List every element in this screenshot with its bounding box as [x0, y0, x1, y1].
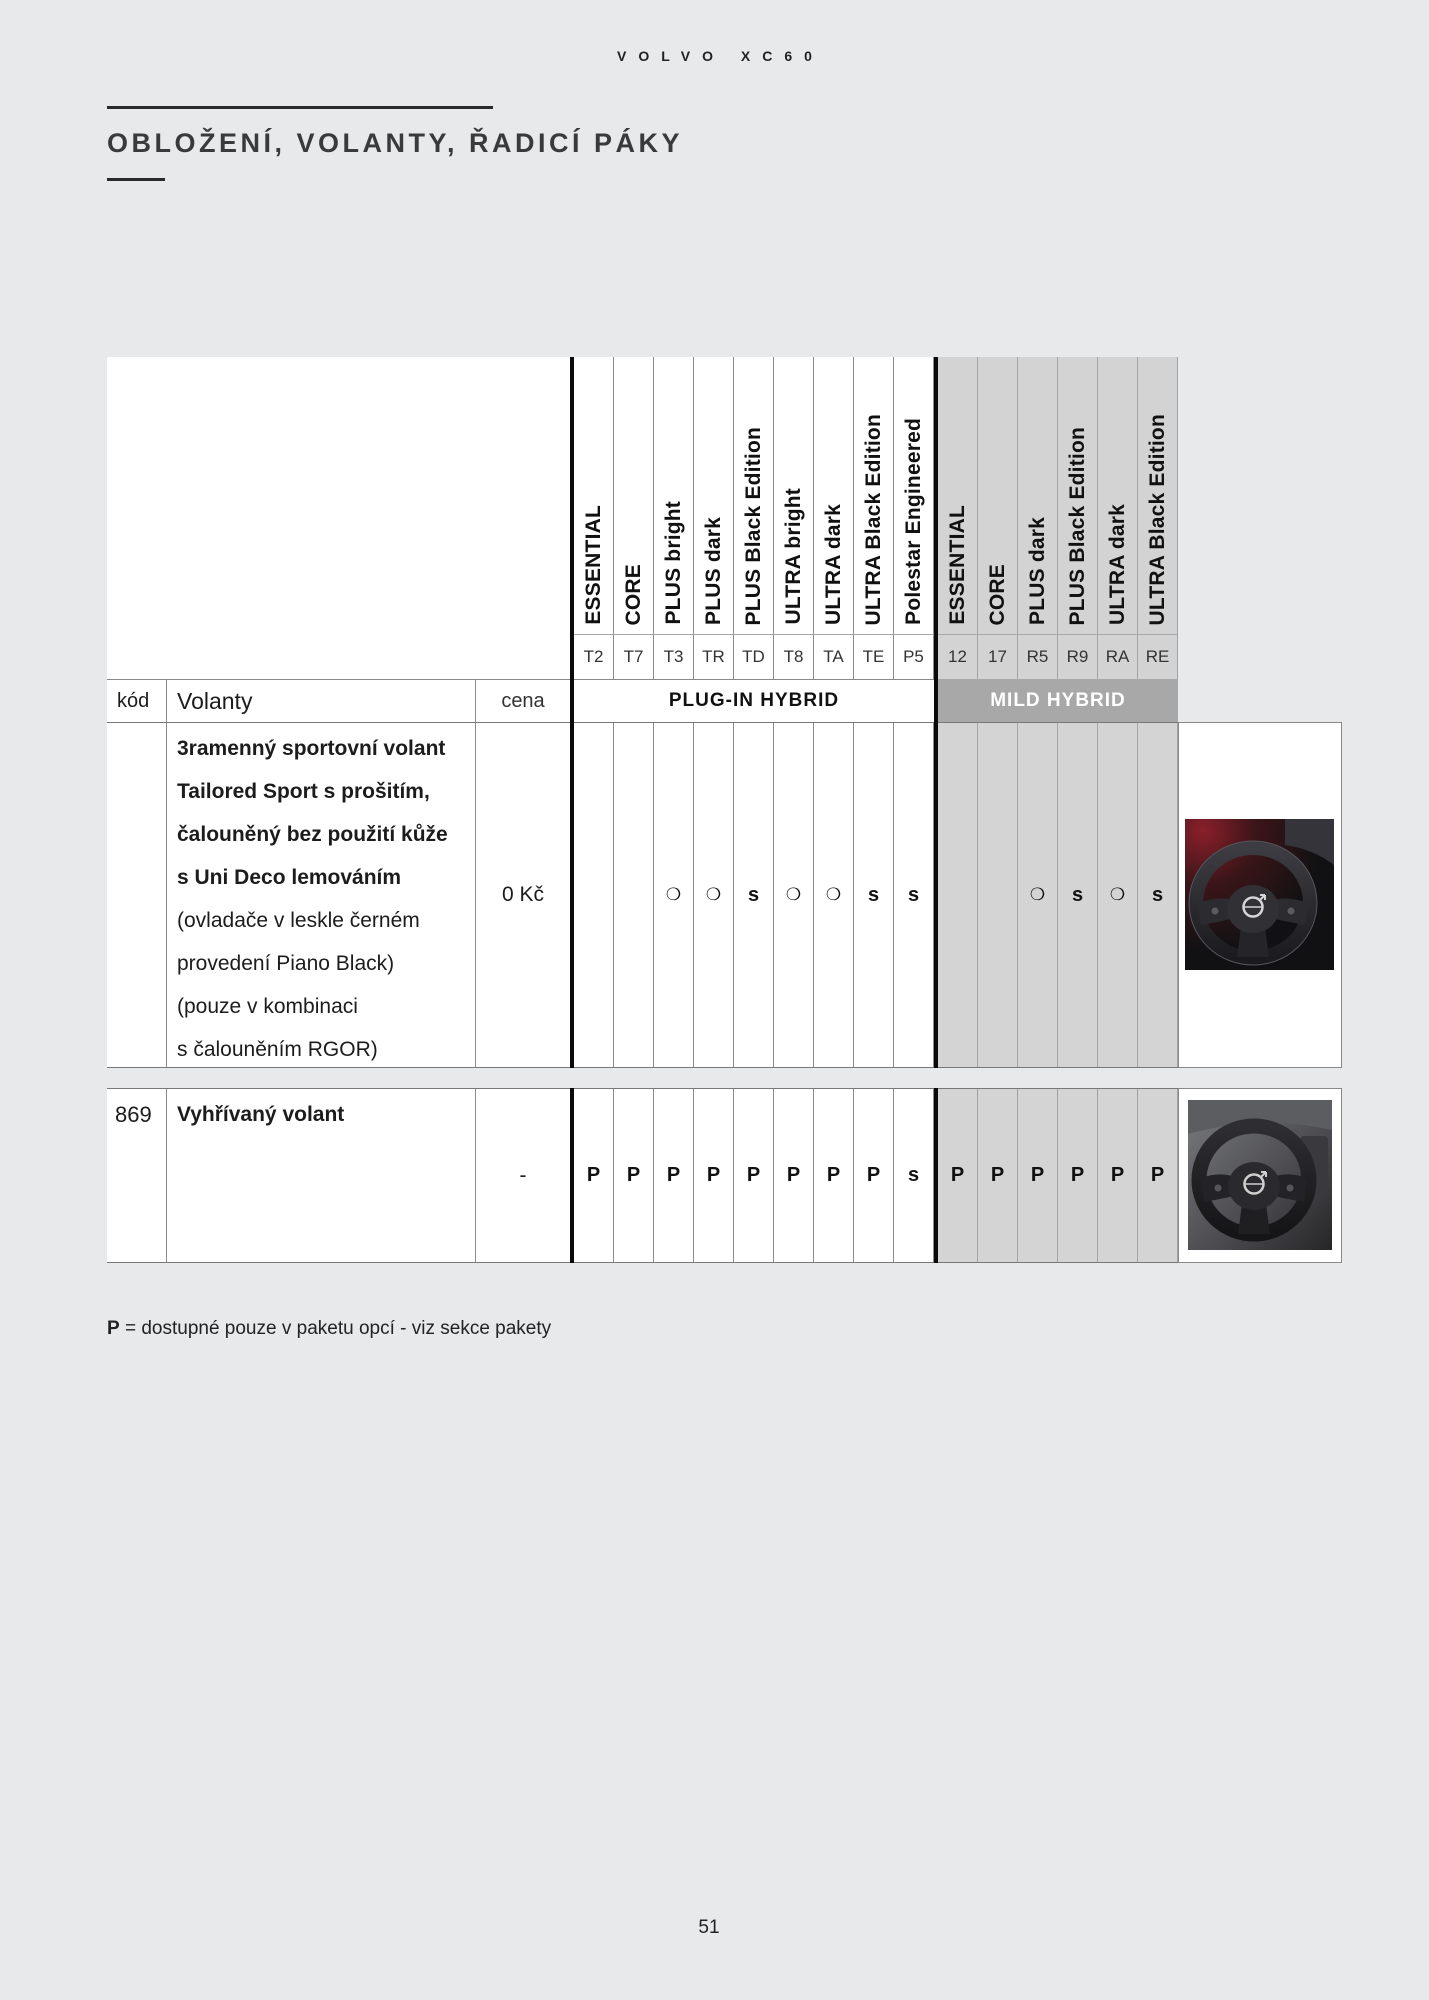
legend-text: = dostupné pouze v paketu opcí - viz sekce pakety	[124, 1318, 552, 1339]
phev-group-separator	[570, 1088, 574, 1263]
availability-cell-tr: P	[694, 1089, 734, 1262]
trim-code-ta: TA	[814, 635, 854, 679]
trim-code-t8: T8	[774, 635, 814, 679]
trim-label: PLUS dark	[1025, 517, 1049, 625]
trim-label: ULTRA Black Edition	[1145, 413, 1169, 625]
mhev-trim-header-plus-black-edition	[1058, 357, 1098, 635]
phev-availability-row	[574, 722, 934, 1068]
phev-trim-header-polestar-engineered	[894, 357, 934, 635]
right-control-button	[1287, 1185, 1294, 1192]
availability-cell-17: P	[978, 1089, 1018, 1262]
option-title-line: 3ramenný sportovní volant	[177, 737, 446, 760]
trim-code-r9: R9	[1058, 635, 1098, 679]
trim-label: ESSENTIAL	[581, 505, 605, 625]
availability-cell-17	[978, 723, 1018, 1067]
mhev-availability-row	[938, 722, 1178, 1068]
mhev-group-separator	[934, 1088, 938, 1263]
wheel-hub	[1228, 1162, 1280, 1210]
trim-label: PLUS bright	[661, 501, 685, 625]
option-note-line: s čalouněním RGOR)	[177, 1038, 378, 1061]
availability-cell-td: P	[734, 1089, 774, 1262]
trim-code-r5: R5	[1018, 635, 1058, 679]
row-code: 869	[107, 1089, 167, 1262]
table-header-blank	[107, 357, 570, 679]
availability-cell-t2: P	[574, 1089, 614, 1262]
phev-trim-header-core	[614, 357, 654, 635]
trim-label: ESSENTIAL	[945, 505, 969, 625]
trim-label: ULTRA dark	[1105, 503, 1129, 625]
availability-cell-t7	[614, 723, 654, 1067]
trim-label: Polestar Engineered	[901, 418, 925, 625]
availability-cell-re: P	[1138, 1089, 1178, 1262]
option-title-line: Tailored Sport s prošitím,	[177, 780, 430, 803]
option-description	[167, 723, 476, 1067]
availability-cell-r5: ❍	[1018, 723, 1058, 1067]
title-top-rule	[107, 106, 493, 109]
trim-label: ULTRA Black Edition	[861, 413, 885, 625]
brand-header: VOLVO XC60	[617, 48, 824, 64]
availability-cell-t8: ❍	[774, 723, 814, 1067]
availability-cell-te: P	[854, 1089, 894, 1262]
option-note-line: (ovladače v leskle černém	[177, 909, 420, 932]
phev-group-separator	[570, 357, 574, 1068]
availability-cell-t7: P	[614, 1089, 654, 1262]
trim-label: PLUS Black Edition	[1065, 426, 1089, 625]
right-control-button	[1288, 908, 1295, 915]
trim-label: ULTRA dark	[821, 503, 845, 625]
option-title-line: čalouněný bez použití kůže	[177, 823, 448, 846]
trim-label: PLUS dark	[701, 517, 725, 625]
option-title-line: Vyhřívaný volant	[167, 1089, 476, 1262]
trim-code-p5: P5	[894, 635, 934, 679]
trim-label: ULTRA bright	[781, 488, 805, 625]
option-title-line: s Uni Deco lemováním	[177, 866, 402, 889]
availability-cell-ra: ❍	[1098, 723, 1138, 1067]
option-price: -	[519, 1163, 527, 1187]
availability-cell-td: s	[734, 723, 774, 1067]
phev-trim-header-plus-black-edition	[734, 357, 774, 635]
column-header-section: Volanty	[167, 680, 476, 722]
wheel-hub	[1227, 885, 1279, 933]
trim-code-ra: RA	[1098, 635, 1138, 679]
availability-cell-r9: s	[1058, 723, 1098, 1067]
trim-code-17: 17	[978, 635, 1018, 679]
page-number: 51	[698, 1917, 720, 1938]
availability-cell-p5: s	[894, 723, 934, 1067]
sport-steering-wheel-image	[1185, 819, 1334, 970]
phev-trim-header-ultra-black-edition	[854, 357, 894, 635]
trim-code-t2: T2	[574, 635, 614, 679]
column-header-code: kód	[107, 680, 167, 722]
trim-label: CORE	[621, 563, 645, 625]
mhev-group-separator	[934, 357, 938, 1068]
option-note-line: (pouze v kombinaci	[177, 995, 358, 1018]
option-image-cell	[1178, 722, 1342, 1068]
group-label-plug-in-hybrid: PLUG-IN HYBRID	[574, 679, 934, 722]
trim-code-re: RE	[1138, 635, 1178, 679]
title-underline	[107, 178, 165, 181]
trim-code-t3: T3	[654, 635, 694, 679]
trim-code-12: 12	[938, 635, 978, 679]
availability-cell-t2	[574, 723, 614, 1067]
mhev-trim-header-ultra-black-edition	[1138, 357, 1178, 635]
phev-availability-row	[574, 1088, 934, 1263]
trim-label: PLUS Black Edition	[741, 426, 765, 625]
availability-cell-r5: P	[1018, 1089, 1058, 1262]
availability-cell-tr: ❍	[694, 723, 734, 1067]
trim-label: CORE	[985, 563, 1009, 625]
left-control-button	[1215, 1185, 1222, 1192]
trim-code-t7: T7	[614, 635, 654, 679]
table-row	[107, 722, 570, 1068]
availability-cell-r9: P	[1058, 1089, 1098, 1262]
option-price: 0 Kč	[501, 883, 545, 906]
column-header-price: cena	[501, 689, 545, 712]
mhev-trim-labels	[938, 357, 1178, 635]
availability-cell-ta: P	[814, 1089, 854, 1262]
availability-cell-t3: ❍	[654, 723, 694, 1067]
availability-cell-t8: P	[774, 1089, 814, 1262]
availability-cell-p5: s	[894, 1089, 934, 1262]
phev-trim-labels	[574, 357, 934, 635]
mhev-trim-header-plus-dark	[1018, 357, 1058, 635]
phev-trim-header-plus-dark	[694, 357, 734, 635]
availability-cell-re: s	[1138, 723, 1178, 1067]
availability-cell-te: s	[854, 723, 894, 1067]
group-label-mild-hybrid: MILD HYBRID	[938, 679, 1178, 722]
mhev-trim-header-ultra-dark	[1098, 357, 1138, 635]
phev-trim-header-ultra-dark	[814, 357, 854, 635]
option-image-cell	[1178, 1088, 1342, 1263]
availability-cell-12	[938, 723, 978, 1067]
page-title: OBLOŽENÍ, VOLANTY, ŘADICÍ PÁKY	[107, 128, 684, 158]
legend-note	[107, 1317, 551, 1341]
legend-symbol: P	[107, 1318, 120, 1339]
option-note-line: provedení Piano Black)	[177, 952, 395, 975]
mhev-trim-header-essential	[938, 357, 978, 635]
availability-cell-ra: P	[1098, 1089, 1138, 1262]
heated-steering-wheel-image	[1188, 1100, 1332, 1250]
phev-trim-header-essential	[574, 357, 614, 635]
mhev-trim-header-core	[978, 357, 1018, 635]
trim-code-tr: TR	[694, 635, 734, 679]
availability-cell-t3: P	[654, 1089, 694, 1262]
phev-trim-header-ultra-bright	[774, 357, 814, 635]
left-control-button	[1212, 908, 1219, 915]
phev-trim-codes	[574, 635, 934, 679]
table-row	[107, 1088, 570, 1263]
row-code	[107, 723, 167, 1067]
trim-code-td: TD	[734, 635, 774, 679]
availability-cell-ta: ❍	[814, 723, 854, 1067]
mhev-availability-row	[938, 1088, 1178, 1263]
mhev-trim-codes	[938, 635, 1178, 679]
table-column-headers	[107, 679, 570, 722]
phev-trim-header-plus-bright	[654, 357, 694, 635]
trim-code-te: TE	[854, 635, 894, 679]
availability-cell-12: P	[938, 1089, 978, 1262]
